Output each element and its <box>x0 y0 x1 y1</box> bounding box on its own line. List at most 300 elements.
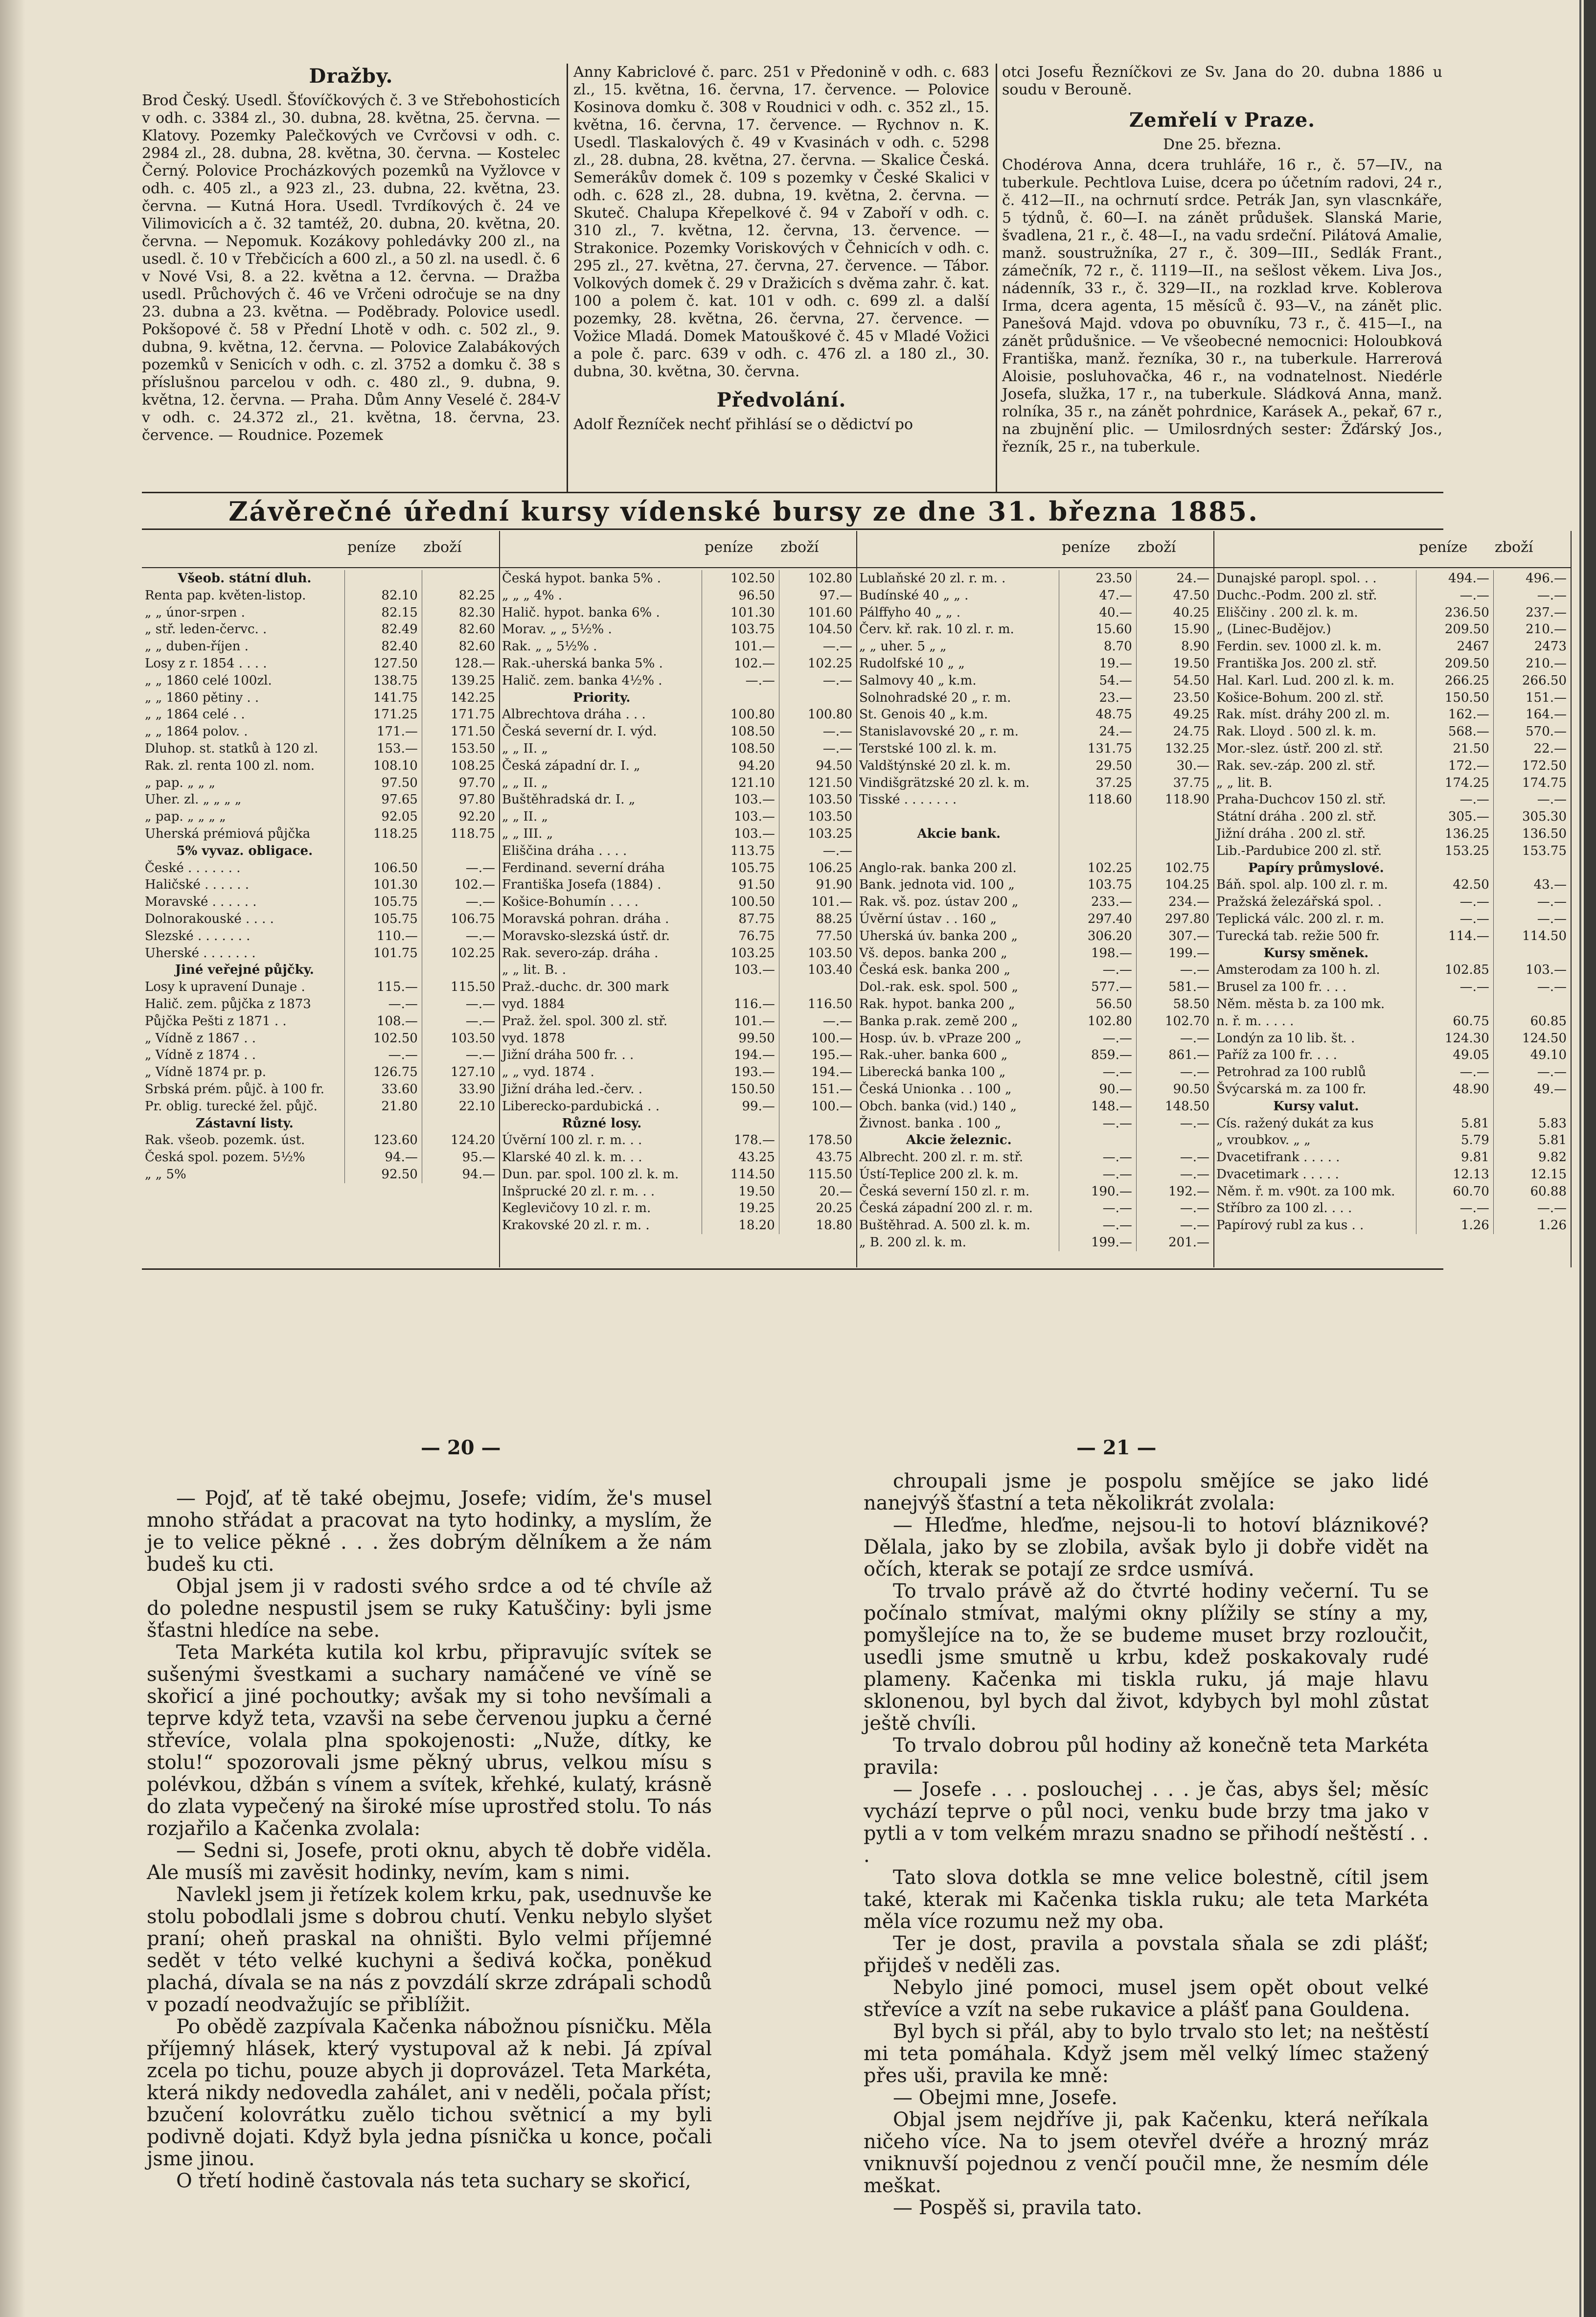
story-paragraph: To trvalo právě až do čtvrté hodiny večerní. Tu se počínalo stmívat, malými okny plížily se stíny a my, pomyšlejíce na to, že se budeme muset brzy rozloučit, usedli jsme smutně u krbu, kdež poskakovaly rudé plameny. Kačenka mi tiskla ruku, já maje hlavu sklonenou, byl bych dal život, kdybych byl mohl zůstat ještě chvíli. <box>864 1580 1429 1735</box>
table-row <box>1213 689 1571 707</box>
table-row <box>142 775 499 792</box>
story-paragraph: chroupali jsme je pospolu smějíce se jako lidé nanejvýš šťastní a teta několikrát zvolala: <box>864 1470 1429 1514</box>
table-row <box>499 826 856 843</box>
table-section-heading <box>142 1115 499 1132</box>
price-money: 577.— <box>1059 979 1136 996</box>
story-paragraph: — Josefe . . . poslouchej . . . je čas, abys šel; měsíc vychází teprve o půl noci, venku bude brzy tma jako v pytli a v tom velkém mrazu snadno se přihodí neštěstí . . . <box>864 1778 1429 1867</box>
security-name: Morav. „ „ 5½% . <box>502 622 612 637</box>
security-name: Jižní dráha led.-červ. . <box>502 1081 643 1097</box>
security-name: Paříž za 100 fr. . . . <box>1216 1048 1337 1063</box>
price-goods: 172.50 <box>1493 757 1571 775</box>
price-goods: 234.— <box>1136 894 1213 911</box>
deaths-text: Chodérova Anna, dcera truhláře, 16 r., č. 57—IV., na tuberkule. Pechtlova Luise, dcera po účetním radovi, 24 r., č. 412—II., na ochrnutí srdce. Petrák Jan, syn vlascnkáře, 5 týdnů, č. 60—I. na zánět průdušek. Slanská Marie, švadlena, 21 r., č. 48—I., na vadu srdeční. Pilátová Amalie, manž. soustružníka, 27 r., č. 309—III., Sedlák Frant., zámečník, 72 r., č. 1119—II., na sešlost věkem. Liva Jos., nádenník, 33 r., č. 329—II., na rozklad krve. Koblerova Irma, dcera agenta, 15 měsíců č. 93—V., na zánět plic. Panešová Majd. vdova po obuvníku, 73 r., č. 415—I., na zánět průdušnice. — Ve všeobecné nemocnici: Holoubková Františka, manž. řezníka, 30 r., na tuberkule. Harrerová Aloisie, posluhovačka, 46 r., na vodnatelnost. Niedérle Josefa, služka, 17 r., na tuberkule. Sládková Anna, manž. rolníka, 35 r., na zánět pohrdnice, Karásek A., pekař, 67 r., na zbujnění plic. — Umilosrdných sester: Žďárský Jos., řezník, 25 r., na tuberkule. <box>1002 157 1442 456</box>
table-row <box>142 979 499 996</box>
security-name: Něm. města b. za 100 mk. <box>1216 996 1385 1011</box>
table-row <box>142 1098 499 1115</box>
table-row <box>856 1183 1213 1200</box>
page-number-left: — 20 — <box>421 1436 501 1459</box>
security-name: Praž.-duchc. dr. 300 mark <box>502 980 669 995</box>
table-section-heading <box>1213 860 1571 877</box>
price-goods: —.— <box>1493 979 1571 996</box>
price-money: 118.60 <box>1059 791 1136 808</box>
security-name: Uherské . . . . . . . <box>145 945 256 961</box>
security-name: Rak. míst. dráhy 200 zl. m. <box>1216 707 1390 722</box>
price-money: 108.50 <box>702 740 779 757</box>
security-name: Slezské . . . . . . . <box>145 928 251 943</box>
security-name: Liberecká banka 100 „ <box>859 1065 1006 1080</box>
price-money: 54.— <box>1059 672 1136 689</box>
security-name: Praž. žel. spol. 300 zl. stř. <box>502 1013 668 1029</box>
price-money: —.— <box>1059 962 1136 979</box>
price-money: 103.— <box>702 791 779 808</box>
price-money: 136.25 <box>1416 826 1493 843</box>
price-money: 108.50 <box>702 723 779 740</box>
table-row <box>1213 1183 1571 1200</box>
price-goods: 103.50 <box>779 945 856 962</box>
top-divider-2 <box>996 64 997 492</box>
price-goods: 266.50 <box>1493 672 1571 689</box>
price-money: 102.— <box>702 655 779 672</box>
price-money: 102.80 <box>1059 1013 1136 1030</box>
security-name: „ pap. „ „ „ „ <box>145 809 226 825</box>
security-name: Priority. <box>573 690 631 705</box>
table-row <box>856 570 1213 587</box>
auctions-column <box>142 64 560 446</box>
table-row <box>1213 791 1571 808</box>
story-right-column <box>864 1470 1429 2219</box>
story-paragraph: Ter je dost, pravila a povstala sňala se zdi plášť; přijdeš v neděli zas. <box>864 1932 1429 1977</box>
table-row <box>499 1081 856 1098</box>
security-name: Krakovské 20 zl. r. m. . <box>502 1218 650 1233</box>
auctions-text: Brod Český. Usedl. Šťovíčkových č. 3 ve Střebohosticích v odh. c. 3384 zl., 30. dubna, 28. května, 25. června. — Klatovy. Pozemky Palečkových ve Cvrčovsi v odh. c. 2984 zl., 28. dubna, 28. května, 30. června. — Kostelec Černý. Polovice Procházkových pozemků na Vyžlovce v odh. c. 405 zl., a 923 zl., 23. dubna, 22. května, 23. června. — Kutná Hora. Usedl. Tvrdíkových č. 24 ve Vilimovicích a č. 32 tamtéž, 20. dubna, 20. května, 20. června. — Nepomuk. Kozákovy pohledávky 200 zl., na usedl. č. 10 v Třebčicích a 600 zl., a 50 zl. na usedl. č. 6 v Nové Vsi, 8. a 22. května a 12. června. — Dražba usedl. Průchových č. 46 ve Vrčeni odročuje se na dny 23. dubna a 23. května. — Poděbrady. Polovice usedl. Pokšopové č. 58 v Přední Lhotě v odh. c. 502 zl., 9. dubna, 9. května, 12. června. — Polovice Zalabákových pozemků v Senicích v odh. c. zl. 3752 a domku č. 38 s příslušnou parcelou v odh. c. 480 zl., 9. dubna, 9. května, 12. června. — Praha. Dům Anny Veselé č. 284-V v odh. c. 24.372 zl., 21. května, 18. června, 23. července. — Roudnice. Pozemek <box>142 92 560 444</box>
price-money: 131.75 <box>1059 740 1136 757</box>
table-row <box>142 996 499 1013</box>
price-money: 171.25 <box>344 706 422 723</box>
price-goods: 496.— <box>1493 570 1571 587</box>
story-paragraph: To trvalo dobrou půl hodiny až konečně teta Markéta pravila: <box>864 1734 1429 1779</box>
exchange-table-body <box>142 531 1571 1267</box>
table-row <box>1213 723 1571 740</box>
price-goods: —.— <box>1136 1030 1213 1047</box>
price-money: 198.— <box>1059 945 1136 962</box>
table-row <box>499 979 856 996</box>
table-row <box>1213 655 1571 672</box>
table-row <box>142 1047 499 1064</box>
security-name: Státní dráha . 200 zl. stř. <box>1216 809 1377 825</box>
security-name: Košice-Bohum. 200 zl. stř. <box>1216 690 1384 705</box>
price-goods: 5.81 <box>1493 1132 1571 1149</box>
price-money: —.— <box>1059 1064 1136 1081</box>
table-row <box>856 775 1213 792</box>
price-goods: 201.— <box>1136 1234 1213 1251</box>
security-name: Tisské . . . . . . . <box>859 792 957 807</box>
table-row <box>142 1166 499 1183</box>
security-name: Salmovy 40 „ k.m. <box>859 673 977 688</box>
price-goods <box>779 1115 856 1132</box>
table-row <box>142 911 499 928</box>
price-goods: 102.— <box>422 876 499 894</box>
price-goods: 307.— <box>1136 928 1213 945</box>
price-money: 21.50 <box>1416 740 1493 757</box>
table-row <box>499 843 856 860</box>
price-money <box>1059 808 1136 826</box>
table-row <box>499 655 856 672</box>
price-goods: —.— <box>1136 1064 1213 1081</box>
price-money: —.— <box>1059 1200 1136 1217</box>
security-name: „ „ II. „ <box>502 741 548 756</box>
table-row <box>499 911 856 928</box>
table-row <box>856 638 1213 655</box>
table-row <box>499 1132 856 1149</box>
price-money: 19.— <box>1059 655 1136 672</box>
story-paragraph: — Obejmi mne, Josefe. <box>893 2087 1117 2109</box>
price-money: 87.75 <box>702 911 779 928</box>
table-row <box>1213 894 1571 911</box>
price-money: 5.79 <box>1416 1132 1493 1149</box>
table-row <box>856 962 1213 979</box>
price-goods: —.— <box>422 860 499 877</box>
price-money: 19.25 <box>702 1200 779 1217</box>
table-row <box>856 894 1213 911</box>
price-money: 115.— <box>344 979 422 996</box>
price-goods: 103.— <box>1493 962 1571 979</box>
price-goods: 108.25 <box>422 757 499 775</box>
security-name: Košice-Bohumín . . . . <box>502 895 638 910</box>
price-goods: 103.50 <box>779 791 856 808</box>
top-divider-1 <box>567 64 568 492</box>
table-row <box>499 723 856 740</box>
security-name: Ferdinand. severní dráha <box>502 860 665 875</box>
table-row <box>499 1183 856 1200</box>
price-goods: 47.50 <box>1136 587 1213 604</box>
story-paragraph: — Pojď, ať tě také obejmu, Josefe; vidím, že's musel mnoho střádat a pracovat na tyto hodinky, a myslím, že je to velice pěkné . . . žes dobrým dělníkem a že nám budeš ku cti. <box>147 1487 712 1576</box>
price-goods: —.— <box>1136 1115 1213 1132</box>
table-row <box>142 826 499 843</box>
price-money: —.— <box>1416 1200 1493 1217</box>
table-row <box>856 911 1213 928</box>
price-goods: 132.25 <box>1136 740 1213 757</box>
table-row <box>856 1217 1213 1234</box>
table-row <box>142 1132 499 1149</box>
security-name: Něm. ř. m. v90t. za 100 mk. <box>1216 1184 1395 1199</box>
price-goods: 127.10 <box>422 1064 499 1081</box>
price-goods: 305.30 <box>1493 808 1571 826</box>
table-row <box>856 723 1213 740</box>
price-money: 24.— <box>1059 723 1136 740</box>
price-goods: 118.75 <box>422 826 499 843</box>
price-money: 150.50 <box>1416 689 1493 707</box>
security-name: Živnost. banka . 100 „ <box>859 1116 1002 1131</box>
price-goods: 100.— <box>779 1030 856 1047</box>
security-name: Halič. hypot. banka 6% . <box>502 605 660 620</box>
price-goods: 103.50 <box>422 1030 499 1047</box>
price-money: 101.— <box>702 638 779 655</box>
price-goods: —.— <box>1493 1064 1571 1081</box>
security-name: „ vroubkov. „ „ <box>1216 1133 1311 1148</box>
price-money: 82.49 <box>344 621 422 638</box>
price-money <box>702 689 779 707</box>
price-goods: —.— <box>779 723 856 740</box>
security-name: Stříbro za 100 zl. . . . <box>1216 1201 1352 1216</box>
table-row <box>142 587 499 604</box>
security-name: Eliščina dráha . . . . <box>502 843 627 858</box>
security-name: Jižní dráha . 200 zl. stř. <box>1216 826 1366 841</box>
security-name: Duchc.-Podm. 200 zl. stř. <box>1216 588 1377 603</box>
price-money <box>1059 826 1136 843</box>
table-row <box>856 587 1213 604</box>
price-goods: 9.82 <box>1493 1149 1571 1166</box>
table-row <box>499 740 856 757</box>
table-row <box>1213 638 1571 655</box>
price-goods: 5.83 <box>1493 1115 1571 1132</box>
price-money: —.— <box>1416 979 1493 996</box>
security-name: Brusel za 100 fr. . . . <box>1216 980 1346 995</box>
table-row <box>1213 570 1571 587</box>
price-money: 194.— <box>702 1047 779 1064</box>
price-money: 193.— <box>702 1064 779 1081</box>
table-section-heading <box>856 1132 1213 1149</box>
table-row <box>499 621 856 638</box>
security-name: Půjčka Pešti z 1871 . . <box>145 1013 287 1029</box>
security-name: Anglo-rak. banka 200 zl. <box>859 860 1017 875</box>
price-money: 40.— <box>1059 604 1136 621</box>
price-money: 141.75 <box>344 689 422 707</box>
exchange-top-rule <box>142 492 1443 493</box>
price-money: 127.50 <box>344 655 422 672</box>
price-goods: —.— <box>779 740 856 757</box>
exchange-rows <box>1213 570 1571 1234</box>
table-row <box>1213 1081 1571 1098</box>
security-name: Keglevičovy 10 zl. r. m. <box>502 1201 651 1216</box>
price-money: 108.— <box>344 1013 422 1030</box>
security-name: vyd. 1878 <box>502 1031 565 1046</box>
table-row <box>1213 1013 1571 1030</box>
price-money: 49.05 <box>1416 1047 1493 1064</box>
table-row <box>142 706 499 723</box>
security-name: Úvěrní 100 zl. r. m. . . <box>502 1133 642 1148</box>
price-goods: —.— <box>1493 894 1571 911</box>
table-row <box>499 587 856 604</box>
table-row <box>856 689 1213 707</box>
price-money: 103.25 <box>702 945 779 962</box>
price-goods: 30.— <box>1136 757 1213 775</box>
price-money: 92.50 <box>344 1166 422 1183</box>
price-money <box>1416 996 1493 1013</box>
security-name: Londýn za 10 lib. št. . <box>1216 1031 1355 1046</box>
table-row <box>856 808 1213 826</box>
price-goods: 115.50 <box>422 979 499 996</box>
table-row <box>142 604 499 621</box>
price-goods: 97.80 <box>422 791 499 808</box>
table-row <box>856 860 1213 877</box>
price-goods: 23.50 <box>1136 689 1213 707</box>
price-goods: —.— <box>422 1047 499 1064</box>
price-money: —.— <box>1059 1030 1136 1047</box>
table-row <box>1213 808 1571 826</box>
table-row <box>142 945 499 962</box>
price-money: —.— <box>1416 894 1493 911</box>
price-money <box>344 570 422 587</box>
price-goods: 20.— <box>779 1183 856 1200</box>
price-goods <box>1136 1132 1213 1149</box>
price-money: 123.60 <box>344 1132 422 1149</box>
deaths-column <box>1002 64 1442 458</box>
price-money: 97.50 <box>344 775 422 792</box>
table-row <box>142 655 499 672</box>
price-goods: —.— <box>1493 1200 1571 1217</box>
price-money: —.— <box>1059 1217 1136 1234</box>
table-row <box>1213 876 1571 894</box>
table-row <box>856 1200 1213 1217</box>
price-goods: —.— <box>422 1013 499 1030</box>
price-money: 233.— <box>1059 894 1136 911</box>
price-goods: 95.— <box>422 1149 499 1166</box>
story-paragraph: Byl bych si přál, aby to bylo trvalo sto let; na neštěstí mi teta pomáhala. Když jsem měl velký límec stažený přes uši, pravila ke mně: <box>864 2020 1429 2087</box>
price-money: 12.13 <box>1416 1166 1493 1183</box>
security-name: Papírový rubl za kus . . <box>1216 1218 1364 1233</box>
price-money: 105.75 <box>344 911 422 928</box>
table-row <box>499 945 856 962</box>
price-money <box>702 979 779 996</box>
security-name: Švýcarská m. za 100 fr. <box>1216 1081 1367 1097</box>
security-name: Losy z r. 1854 . . . . <box>145 656 267 671</box>
price-goods: 151.— <box>779 1081 856 1098</box>
table-row <box>499 604 856 621</box>
price-goods: 102.70 <box>1136 1013 1213 1030</box>
table-row <box>856 655 1213 672</box>
table-row <box>856 1013 1213 1030</box>
price-money: 96.50 <box>702 587 779 604</box>
scan-edge-left <box>0 0 25 2317</box>
exchange-block-1 <box>142 531 500 1267</box>
price-money: —.— <box>344 996 422 1013</box>
table-row <box>856 791 1213 808</box>
auctions-heading: Dražby. <box>309 65 393 88</box>
security-name: Česká západní 200 zl. r. m. <box>859 1201 1033 1216</box>
price-money: 5.81 <box>1416 1115 1493 1132</box>
security-name: Dvacetimark . . . . . <box>1216 1167 1339 1182</box>
security-name: Vindišgrätzské 20 zl. k. m. <box>859 775 1030 790</box>
security-name: Obch. banka (vid.) 140 „ <box>859 1099 1017 1114</box>
table-row <box>1213 672 1571 689</box>
price-money <box>1416 945 1493 962</box>
exchange-rows <box>142 570 499 1183</box>
price-money: 103.75 <box>702 621 779 638</box>
security-name <box>856 808 1059 826</box>
story-paragraph: Tato slova dotkla se mne velice bolestně, cítil jsem také, kterak mi Kačenka tiskla ruku; ale teta Markéta měla více rozumu než my oba. <box>864 1866 1429 1933</box>
price-money: 103.— <box>702 808 779 826</box>
price-money <box>1059 1132 1136 1149</box>
price-goods: 102.25 <box>779 655 856 672</box>
price-goods: 60.85 <box>1493 1013 1571 1030</box>
price-goods: 94.50 <box>779 757 856 775</box>
table-row <box>856 979 1213 996</box>
price-goods: 297.80 <box>1136 911 1213 928</box>
price-money: 100.80 <box>702 706 779 723</box>
table-row <box>142 740 499 757</box>
price-goods: 2473 <box>1493 638 1571 655</box>
table-row <box>1213 1132 1571 1149</box>
table-row <box>142 723 499 740</box>
exchange-title: Závěrečné úřední kursy vídenské bursy ze dne 31. března 1885. <box>228 496 1259 527</box>
security-name: Halič. zem. banka 4½% . <box>502 673 662 688</box>
price-goods: 164.— <box>1493 706 1571 723</box>
price-goods: 33.90 <box>422 1081 499 1098</box>
price-money: 114.— <box>1416 928 1493 945</box>
table-row <box>142 894 499 911</box>
security-name: Rak. zl. renta 100 zl. nom. <box>145 758 315 773</box>
price-goods: 54.50 <box>1136 672 1213 689</box>
price-goods: 82.30 <box>422 604 499 621</box>
price-goods: 49.10 <box>1493 1047 1571 1064</box>
price-goods: 116.50 <box>779 996 856 1013</box>
security-name: Pálffyho 40 „ „ . <box>859 605 961 620</box>
security-name: Rak. Lloyd . 500 zl. k. m. <box>1216 724 1376 739</box>
table-row <box>856 945 1213 962</box>
table-row <box>142 621 499 638</box>
table-row <box>142 672 499 689</box>
table-section-heading <box>499 1115 856 1132</box>
price-money: 18.20 <box>702 1217 779 1234</box>
security-name: Česká Unionka . . 100 „ <box>859 1081 1012 1097</box>
price-money: 102.85 <box>1416 962 1493 979</box>
exchange-block-header <box>142 531 499 568</box>
table-row <box>856 1166 1213 1183</box>
price-money: 305.— <box>1416 808 1493 826</box>
security-name: Amsterodam za 100 h. zl. <box>1216 963 1380 978</box>
price-money: —.— <box>1416 587 1493 604</box>
price-goods: 115.50 <box>779 1166 856 1183</box>
price-goods: —.— <box>1136 1149 1213 1166</box>
price-goods: 142.25 <box>422 689 499 707</box>
price-goods: 121.50 <box>779 775 856 792</box>
price-goods: 8.90 <box>1136 638 1213 655</box>
table-row <box>856 604 1213 621</box>
price-goods: 101.60 <box>779 604 856 621</box>
security-name: 5% vyvaz. obligace. <box>176 843 313 858</box>
price-goods <box>1493 860 1571 877</box>
price-goods: 37.75 <box>1136 775 1213 792</box>
price-goods <box>1136 826 1213 843</box>
price-money: 82.15 <box>344 604 422 621</box>
security-name: „ „ 5% <box>145 1167 186 1182</box>
price-goods: 49.25 <box>1136 706 1213 723</box>
price-money: 105.75 <box>344 894 422 911</box>
security-name: Rak. všeob. pozemk. úst. <box>145 1133 305 1148</box>
price-goods: —.— <box>1136 1200 1213 1217</box>
security-name: Česká hypot. banka 5% . <box>502 571 661 586</box>
table-row <box>142 1064 499 1081</box>
table-row <box>856 757 1213 775</box>
table-row <box>142 928 499 945</box>
exchange-block-header <box>499 531 856 568</box>
price-money: 43.25 <box>702 1149 779 1166</box>
price-goods: 178.50 <box>779 1132 856 1149</box>
column-header-money: peníze <box>1419 539 1468 556</box>
story-paragraph: Po obědě zazpívala Kačenka nábožnou písničku. Měla příjemný hlásek, který vystupoval až k nebi. Já zpíval zcela po tichu, pouze abych ji doprovázel. Teta Markéta, která nikdy nedovedla zahálet, ani v neděli, počala příst; bzučení kolovrátku zuělo tichou světnicí a my byli podivně dojati. Když byla jedna písnička u konce, počali jsme jinou. <box>147 2016 712 2170</box>
security-name: Lib.-Pardubice 200 zl. stř. <box>1216 843 1382 858</box>
price-goods: 102.75 <box>1136 860 1213 877</box>
table-row <box>142 1081 499 1098</box>
exchange-title-rule <box>142 528 1443 530</box>
price-money: 150.50 <box>702 1081 779 1098</box>
price-goods: 237.— <box>1493 604 1571 621</box>
price-goods: —.— <box>1136 1166 1213 1183</box>
price-goods: 151.— <box>1493 689 1571 707</box>
security-name: Všeob. státní dluh. <box>178 571 312 586</box>
table-row <box>499 962 856 979</box>
security-name: Moravské . . . . . . <box>145 895 257 910</box>
